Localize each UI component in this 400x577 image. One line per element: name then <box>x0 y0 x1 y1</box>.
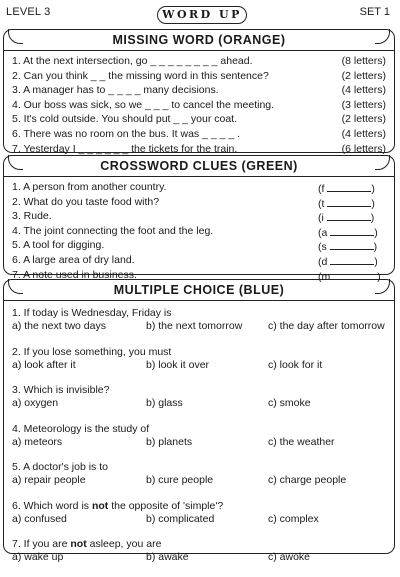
first-letter: (m <box>318 270 331 283</box>
answer-blank <box>330 225 374 236</box>
option-a[interactable]: a) look after it <box>12 358 76 371</box>
level-label: LEVEL 3 <box>6 6 51 18</box>
letter-count: (3 letters) <box>341 98 386 111</box>
close-paren: ) <box>371 197 375 210</box>
close-paren: ) <box>374 226 378 239</box>
stem-emphasis: not <box>91 499 109 512</box>
clue-text: 7. A note used in business. <box>12 268 137 281</box>
clue-text: 5. A tool for digging. <box>12 239 105 252</box>
sentence: 7. Yesterday I _ _ _ _ _ _ the tickets for the train. <box>12 142 238 155</box>
first-letter: (i <box>318 212 324 225</box>
sentence: 3. A manager has to _ _ _ _ many decisions. <box>12 84 219 97</box>
option-c[interactable]: c) smoke <box>268 397 311 409</box>
letter-count: (2 letters) <box>341 113 386 126</box>
sentence: 4. Our boss was sick, so we _ _ _ to cancel the meeting. <box>12 98 275 111</box>
stem-text: 7. If you are <box>12 538 71 550</box>
header-corner-decoration <box>375 155 390 170</box>
question-stem: 2. If you lose something, you must <box>12 345 172 358</box>
header-corner-decoration <box>8 279 23 294</box>
question-item <box>4 307 394 346</box>
answer-slot[interactable] <box>318 181 388 195</box>
option-b[interactable]: b) look it over <box>146 358 210 371</box>
answer-slot[interactable] <box>318 239 388 253</box>
list-item <box>4 254 394 269</box>
list-item <box>4 239 394 254</box>
stem-text: 6. Which word is <box>12 499 92 512</box>
answer-blank <box>333 269 377 280</box>
first-letter: (a <box>318 226 328 239</box>
option-c[interactable]: c) complex <box>268 512 319 525</box>
crossword-list <box>4 177 394 283</box>
close-paren: ) <box>377 270 381 283</box>
stem-emphasis: not <box>70 538 87 550</box>
list-item <box>4 196 394 211</box>
stem-text: asleep, you are <box>86 538 162 550</box>
option-a[interactable]: a) the next two days <box>12 320 106 332</box>
option-a[interactable]: a) oxygen <box>12 397 59 409</box>
section-title: MULTIPLE CHOICE (BLUE) <box>113 283 285 297</box>
first-letter: (f <box>318 183 325 195</box>
list-item <box>4 210 394 225</box>
clue-text: 2. What do you taste food with? <box>12 195 160 208</box>
first-letter: (d <box>318 255 328 268</box>
question-item <box>4 346 394 385</box>
option-b[interactable]: b) glass <box>146 397 183 409</box>
top-bar <box>0 0 400 22</box>
letter-count: (6 letters) <box>341 142 386 155</box>
sentence: 6. There was no room on the bus. It was _ _ _ _ . <box>12 127 241 140</box>
option-a[interactable]: a) confused <box>12 512 67 525</box>
list-item <box>4 181 394 196</box>
answer-blank <box>330 254 374 265</box>
list-item <box>4 99 394 114</box>
list-item <box>4 225 394 240</box>
question-stem: 1. If today is Wednesday, Friday is <box>12 307 172 319</box>
section-title: MISSING WORD (ORANGE) <box>112 33 286 47</box>
close-paren: ) <box>371 183 375 195</box>
answer-blank <box>327 196 371 207</box>
set-label: SET 1 <box>359 6 390 18</box>
multiple-choice-section <box>3 279 395 563</box>
header-corner-decoration <box>375 29 390 44</box>
sentence: 2. Can you think _ _ the missing word in this sentence? <box>12 69 269 82</box>
list-item <box>4 113 394 128</box>
option-b[interactable]: b) planets <box>146 435 193 448</box>
option-c[interactable]: c) the weather <box>268 435 335 448</box>
answer-blank <box>330 239 374 250</box>
list-item <box>4 70 394 85</box>
close-paren: ) <box>374 255 378 268</box>
section-header <box>4 156 394 177</box>
sentence: 5. It's cold outside. You should put _ _ your coat. <box>12 113 237 126</box>
letter-count: (4 letters) <box>341 127 386 140</box>
header-corner-decoration <box>8 155 23 170</box>
section-header <box>4 280 394 301</box>
clue-text: 3. Rude. <box>12 210 52 223</box>
question-item <box>4 384 394 423</box>
section-header <box>4 30 394 51</box>
option-a[interactable]: a) repair people <box>12 474 86 486</box>
option-c[interactable]: c) look for it <box>268 358 323 371</box>
option-a[interactable]: a) meteors <box>12 435 63 448</box>
answer-slot[interactable] <box>318 254 388 268</box>
letter-count: (8 letters) <box>341 55 386 67</box>
option-c[interactable]: c) the day after tomorrow <box>268 320 385 332</box>
section-title: CROSSWORD CLUES (GREEN) <box>100 159 298 173</box>
question-item <box>4 461 394 500</box>
missing-word-list <box>4 51 394 157</box>
sentence: 1. At the next intersection, go _ _ _ _ _ _ _ _ ahead. <box>12 55 253 67</box>
first-letter: (s <box>318 241 327 254</box>
answer-blank <box>327 210 371 221</box>
crossword-section <box>3 155 395 283</box>
letter-count: (2 letters) <box>341 69 386 82</box>
clue-text: 1. A person from another country. <box>12 181 167 193</box>
close-paren: ) <box>370 212 375 225</box>
answer-slot[interactable] <box>318 210 388 224</box>
question-list <box>4 301 394 577</box>
option-b[interactable]: b) awake <box>146 551 189 563</box>
answer-blank <box>327 181 371 192</box>
list-item <box>4 128 394 143</box>
missing-word-section <box>3 29 395 153</box>
question-item <box>4 538 394 577</box>
option-b[interactable]: b) complicated <box>146 512 215 525</box>
question-stem: 3. Which is invisible? <box>12 384 110 396</box>
question-stem: 5. A doctor's job is to <box>12 461 108 473</box>
clue-text: 4. The joint connecting the foot and the leg. <box>12 224 214 237</box>
list-item <box>4 55 394 70</box>
question-stem: 4. Meteorology is the study of <box>12 422 150 435</box>
option-c[interactable]: c) charge people <box>268 474 347 486</box>
header-corner-decoration <box>8 29 23 44</box>
answer-slot[interactable] <box>318 196 388 210</box>
question-item <box>4 500 394 539</box>
brand-logo: WORD UP <box>157 6 247 24</box>
question-stem <box>12 538 161 550</box>
question-stem <box>12 500 223 512</box>
option-b[interactable]: b) the next tomorrow <box>146 320 243 332</box>
question-item <box>4 423 394 462</box>
stem-text: the opposite of 'simple'? <box>108 499 224 512</box>
close-paren: ) <box>373 241 378 254</box>
option-a[interactable]: a) wake up <box>12 551 64 563</box>
first-letter: (t <box>318 197 325 210</box>
list-item <box>4 84 394 99</box>
header-corner-decoration <box>375 279 390 294</box>
letter-count: (4 letters) <box>341 84 386 97</box>
clue-text: 6. A large area of dry land. <box>12 253 135 266</box>
option-b[interactable]: b) cure people <box>146 474 214 486</box>
option-c[interactable]: c) awoke <box>268 551 311 563</box>
answer-slot[interactable] <box>318 225 388 239</box>
